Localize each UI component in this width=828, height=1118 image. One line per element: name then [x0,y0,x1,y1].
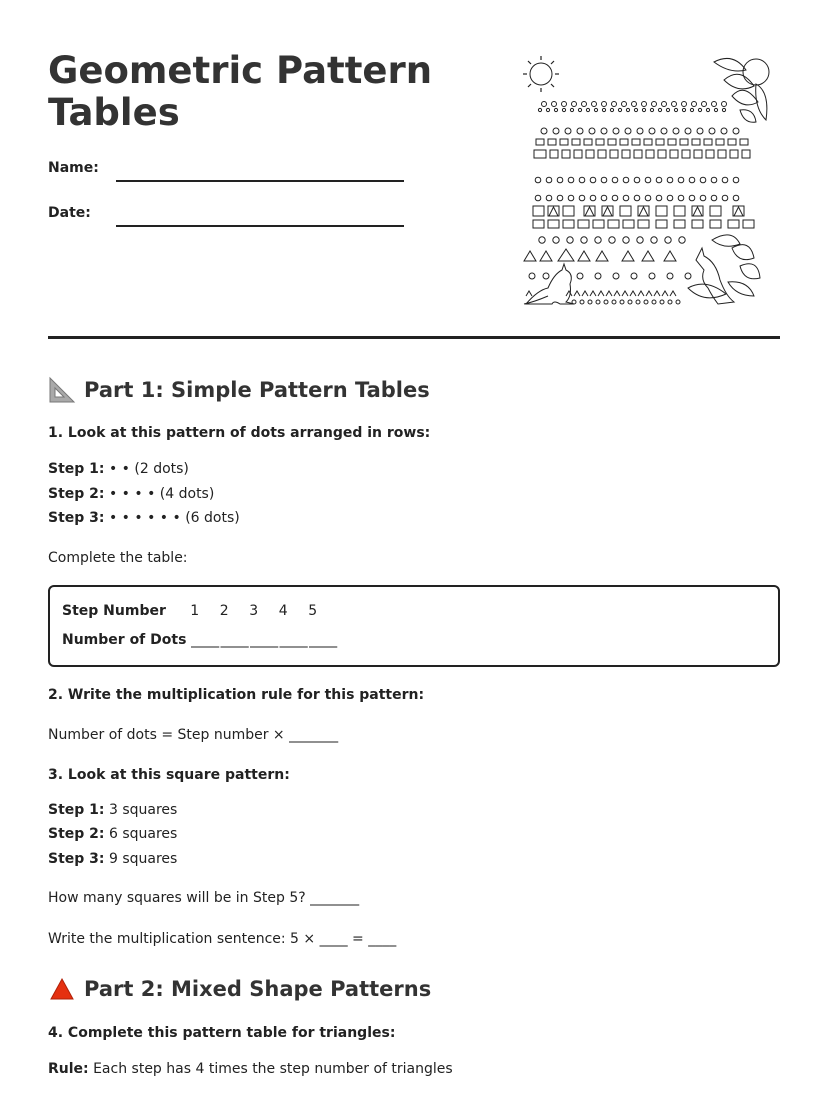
triangle-row [524,249,676,261]
q4-rule: Rule: Each step has 4 times the step number of triangles [48,1061,453,1077]
kangaroo-leaves-icon [688,235,760,304]
table-instruction: Complete the table: [48,549,188,566]
question-3-prompt: 3. Look at this square pattern: [48,766,290,783]
circle-row-1 [538,102,726,112]
q3-sentence: Write the multiplication sentence: 5 × ____ = ____ [48,930,397,947]
pattern-illustration [518,52,773,310]
q1-step: Step 2: • • • • (4 dots) [48,485,215,502]
q2-rule: Number of dots = Step number × _______ [48,727,339,743]
small-triangle-row [526,291,680,304]
question-4-prompt: 4. Complete this pattern table for triangles: [48,1025,396,1041]
question-1-prompt: 1. Look at this pattern of dots arranged in rows: [48,425,431,441]
pattern-table [48,585,780,667]
part2-heading: Part 2: Mixed Shape Patterns [48,969,780,1009]
square-triangle-row [533,206,754,228]
table-blank-cell[interactable]: ____ [191,632,220,648]
question-2-prompt: 2. Write the multiplication rule for this pattern: [48,687,425,703]
q3-question: How many squares will be in Step 5? _______ [48,890,360,906]
circle-row-3 [535,177,739,201]
table-header-step-number: Step Number [62,603,166,619]
header-divider [48,336,780,339]
name-label: Name: [48,160,99,176]
circle-row-2 [541,128,739,134]
red-triangle-icon [48,975,76,1003]
table-header-number-of-dots: Number of Dots [62,632,187,648]
part1-heading: Part 1: Simple Pattern Tables [48,370,780,410]
q3-step: Step 2: 6 squares [48,826,178,842]
name-field[interactable] [116,180,404,182]
table-blank-cell[interactable]: ____ [309,632,338,648]
table-cell: 4 [278,603,288,619]
table-cell: 2 [219,603,229,619]
table-blank-cell[interactable]: ____ [220,632,249,648]
table-cell: 1 [190,603,200,619]
leaves-icon [714,58,769,122]
q1-step: Step 3: • • • • • • (6 dots) [48,510,240,526]
page-title: Geometric Pattern Tables [48,49,433,134]
date-label: Date: [48,205,91,221]
date-field[interactable] [116,225,404,227]
circle-row-4 [539,237,685,243]
q1-steps [48,457,780,531]
set-square-icon [48,376,76,404]
q3-step: Step 1: 3 squares [48,801,178,818]
square-row-1 [534,139,750,158]
table-blank-cell[interactable]: ____ [279,632,308,648]
table-blank-cell[interactable]: ____ [250,632,279,648]
table-row-step-number [62,597,766,626]
kangaroo-icon [524,264,574,304]
table-cell: 3 [249,603,259,619]
sun-icon [523,56,559,92]
table-row-number-of-dots [62,626,766,655]
q3-steps [48,798,780,872]
q1-step: Step 1: • • (2 dots) [48,461,189,477]
worksheet-body [48,370,780,1082]
q3-step: Step 3: 9 squares [48,850,178,867]
table-cell: 5 [308,603,318,619]
